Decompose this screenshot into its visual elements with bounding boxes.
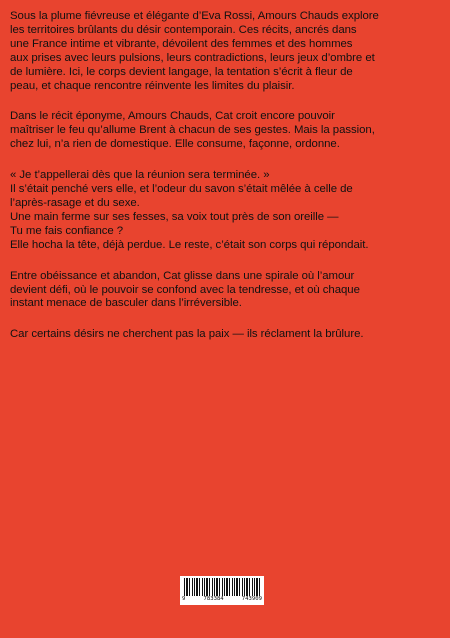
blurb-line: Tu me fais confiance ? [10,224,124,237]
blurb-paragraph-2 [10,110,442,152]
blurb-line: aux prises avec leurs pulsions, leurs contradictions, leurs jeux d’ombre et [10,51,375,64]
blurb-line: Une main ferme sur ses fesses, sa voix tout près de son oreille — [10,210,339,223]
blurb-line: chez lui, n’a rien de domestique. Elle consume, façonne, ordonne. [10,138,340,151]
blurb-line: les territoires brûlants du désir contemporain. Ces récits, ancrés dans [10,23,357,36]
blurb-paragraph-1 [10,10,442,93]
barcode-bars [184,578,260,596]
back-cover-text [10,10,442,359]
barcode-numbers [182,596,262,603]
blurb-paragraph-3 [10,169,442,252]
blurb-line: Elle hocha la tête, déjà perdue. Le reste, c’était son corps qui répondait. [10,238,369,251]
blurb-line: Sous la plume fiévreuse et élégante d’Eva Rossi, Amours Chauds explore [10,10,379,22]
blurb-line: Entre obéissance et abandon, Cat glisse dans une spirale où l’amour [10,269,355,282]
blurb-line: l’après-rasage et du sexe. [10,196,140,209]
barcode-prefix-digit: 9 [182,596,186,602]
blurb-line: « Je t’appellerai dès que la réunion sera terminée. » [10,169,270,182]
blurb-line: Dans le récit éponyme, Amours Chauds, Cat croit encore pouvoir [10,110,335,123]
blurb-line: de lumière. Ici, le corps devient langage, la tentation s’écrit à fleur de [10,65,353,78]
barcode-group-1: 783384 [203,596,224,602]
blurb-paragraph-5 [10,328,442,342]
blurb-line: maîtriser le feu qu’allume Brent à chacun de ses gestes. Mais la passion, [10,124,375,137]
blurb-paragraph-4 [10,270,442,312]
barcode-group-2: 743909 [241,596,262,602]
blurb-line: instant menace de basculer dans l’irréversible. [10,297,242,310]
blurb-line: peau, et chaque rencontre réinvente les limites du plaisir. [10,79,295,92]
blurb-line: Car certains désirs ne cherchent pas la paix — ils réclament la brûlure. [10,328,364,341]
blurb-line: Il s’était penché vers elle, et l’odeur du savon s’était mêlée à celle de [10,183,353,196]
blurb-line: une France intime et vibrante, dévoilent des femmes et des hommes [10,37,353,50]
blurb-line: devient défi, où le pouvoir se confond avec la tendresse, et où chaque [10,283,360,296]
isbn-barcode [180,576,264,605]
